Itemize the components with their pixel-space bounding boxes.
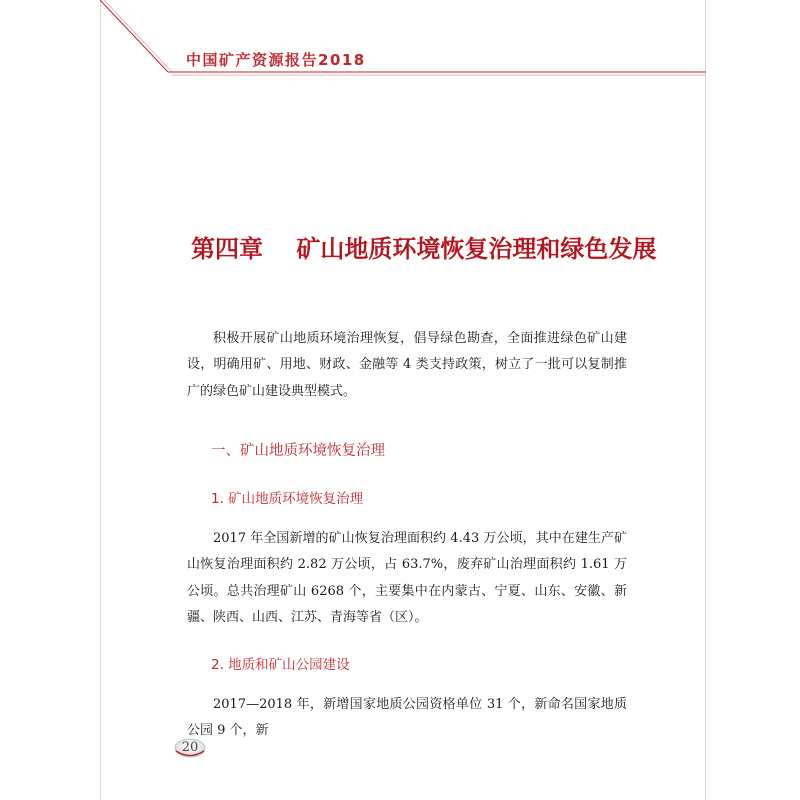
chapter-title: 第四章 矿山地质环境恢复治理和绿色发展 [191,235,657,263]
page-number: 20 [181,740,199,755]
intro-paragraph: 积极开展矿山地质环境治理恢复，倡导绿色勘查，全面推进绿色矿山建设，明确用矿、用地、财政、金融等 4 类支持政策，树立了一批可以复制推广的绿色矿山建设典型模式。 [187,331,627,399]
subsection-heading-2: 2. 地质和矿山公园建设 [211,657,350,673]
header-diagonal-line [100,0,168,72]
running-header-title: 中国矿产资源报告2018 [186,51,366,69]
subsection-1-paragraph: 2017 年全国新增的矿山恢复治理面积约 4.43 万公顷，其中在建生产矿山恢复治理面积约 2.82 万公顷，占 63.7%，废弃矿山治理面积约 1.61 万公顷。总共治理矿山 6268 个，主要集中在内蒙古、宁夏、山东、安徽、新疆、陕西、山西、江苏、青海等省（区）。 [187,531,627,625]
page-number-badge [172,738,208,758]
section-heading: 一、矿山地质环境恢复治理 [211,443,385,459]
subsection-heading-1: 1. 矿山地质环境恢复治理 [211,491,364,507]
header-diagonal-line-shadow [104,0,172,72]
subsection-2-paragraph: 2017—2018 年，新增国家地质公园资格单位 31 个，新命名国家地质公园 9 个，新 [187,697,627,739]
